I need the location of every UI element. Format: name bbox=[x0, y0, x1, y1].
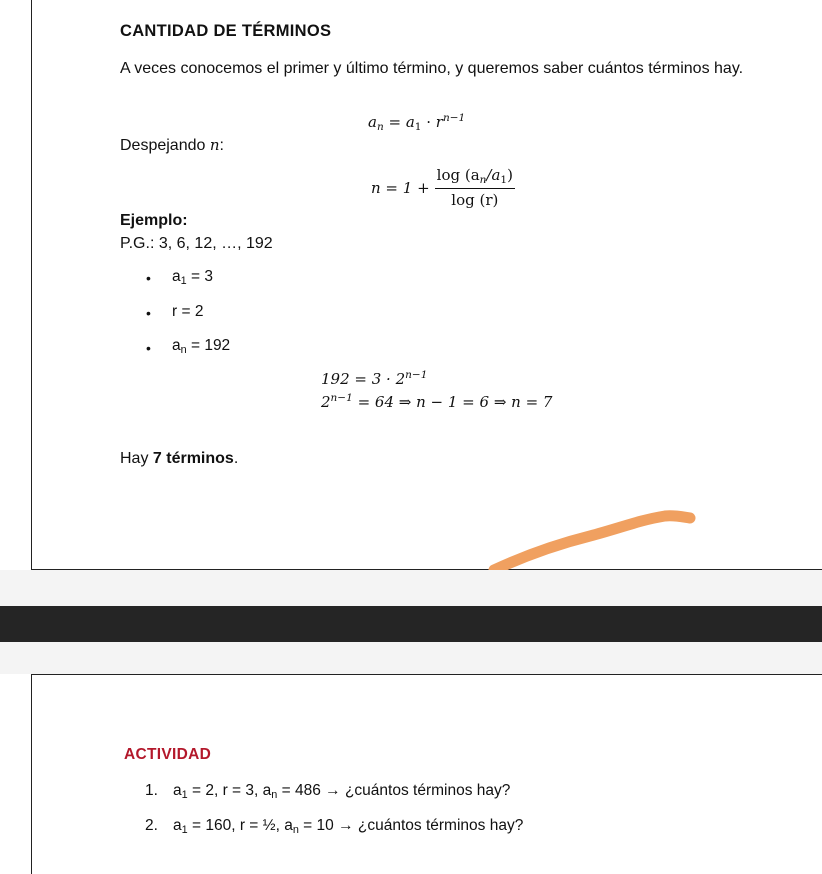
activity-number: 1. bbox=[145, 782, 158, 799]
intro-paragraph: A veces conocemos el primer y último término, y queremos saber cuántos términos hay. bbox=[120, 60, 744, 77]
bullet-r: r = 2 bbox=[172, 303, 204, 320]
n-formula: n = 1 + $\frac{\log (a_n/a_1)}{\log (r)}$ bbox=[371, 166, 513, 209]
page-top-border bbox=[31, 674, 822, 675]
page-lower bbox=[0, 674, 822, 874]
bullet-dot: • bbox=[146, 305, 151, 321]
highlighter-stroke bbox=[480, 500, 700, 580]
page-gap bbox=[0, 642, 822, 674]
pg-sequence: P.G.: 3, 6, 12, …, 192 bbox=[120, 235, 273, 252]
activity-item-2: $a_1 = 160$, r = ½, $a_n = 10$ → ¿cuántos términos hay? bbox=[173, 817, 524, 836]
page-left-border bbox=[31, 674, 32, 874]
log-fraction: $\frac{\log (a_n/a_1)}{\log (r)}$ bbox=[436, 166, 513, 209]
conclusion: Hay 7 términos. bbox=[120, 450, 239, 467]
example-label: Ejemplo: bbox=[120, 212, 188, 229]
activity-number: 2. bbox=[145, 817, 158, 834]
despejando-label: Despejando n: bbox=[120, 136, 224, 154]
actividad-heading: ACTIVIDAD bbox=[124, 746, 212, 763]
page-left-border bbox=[31, 0, 32, 570]
general-term-formula: $a_n = a_1 \cdot r^{n-1}$ bbox=[368, 112, 466, 133]
bullet-dot: • bbox=[146, 340, 151, 356]
dark-divider-bar bbox=[0, 606, 822, 642]
step-1-equation: $192 = 3 \cdot 2^{n-1}$ bbox=[321, 369, 428, 388]
bullet-a1: $a_1 = 3$ bbox=[172, 268, 213, 287]
step-2-equation: $2^{n-1} = 64$ ⇒ n − 1 = 6 ⇒ n = 7 bbox=[321, 392, 553, 411]
section-title: CANTIDAD DE TÉRMINOS bbox=[120, 22, 332, 40]
activity-item-1: $a_1 = 2$, r = 3, $a_n = 486$ → ¿cuántos términos hay? bbox=[173, 782, 511, 801]
page-gap bbox=[0, 570, 822, 606]
bullet-an: $a_n = 192$ bbox=[172, 337, 231, 356]
bullet-dot: • bbox=[146, 270, 151, 286]
